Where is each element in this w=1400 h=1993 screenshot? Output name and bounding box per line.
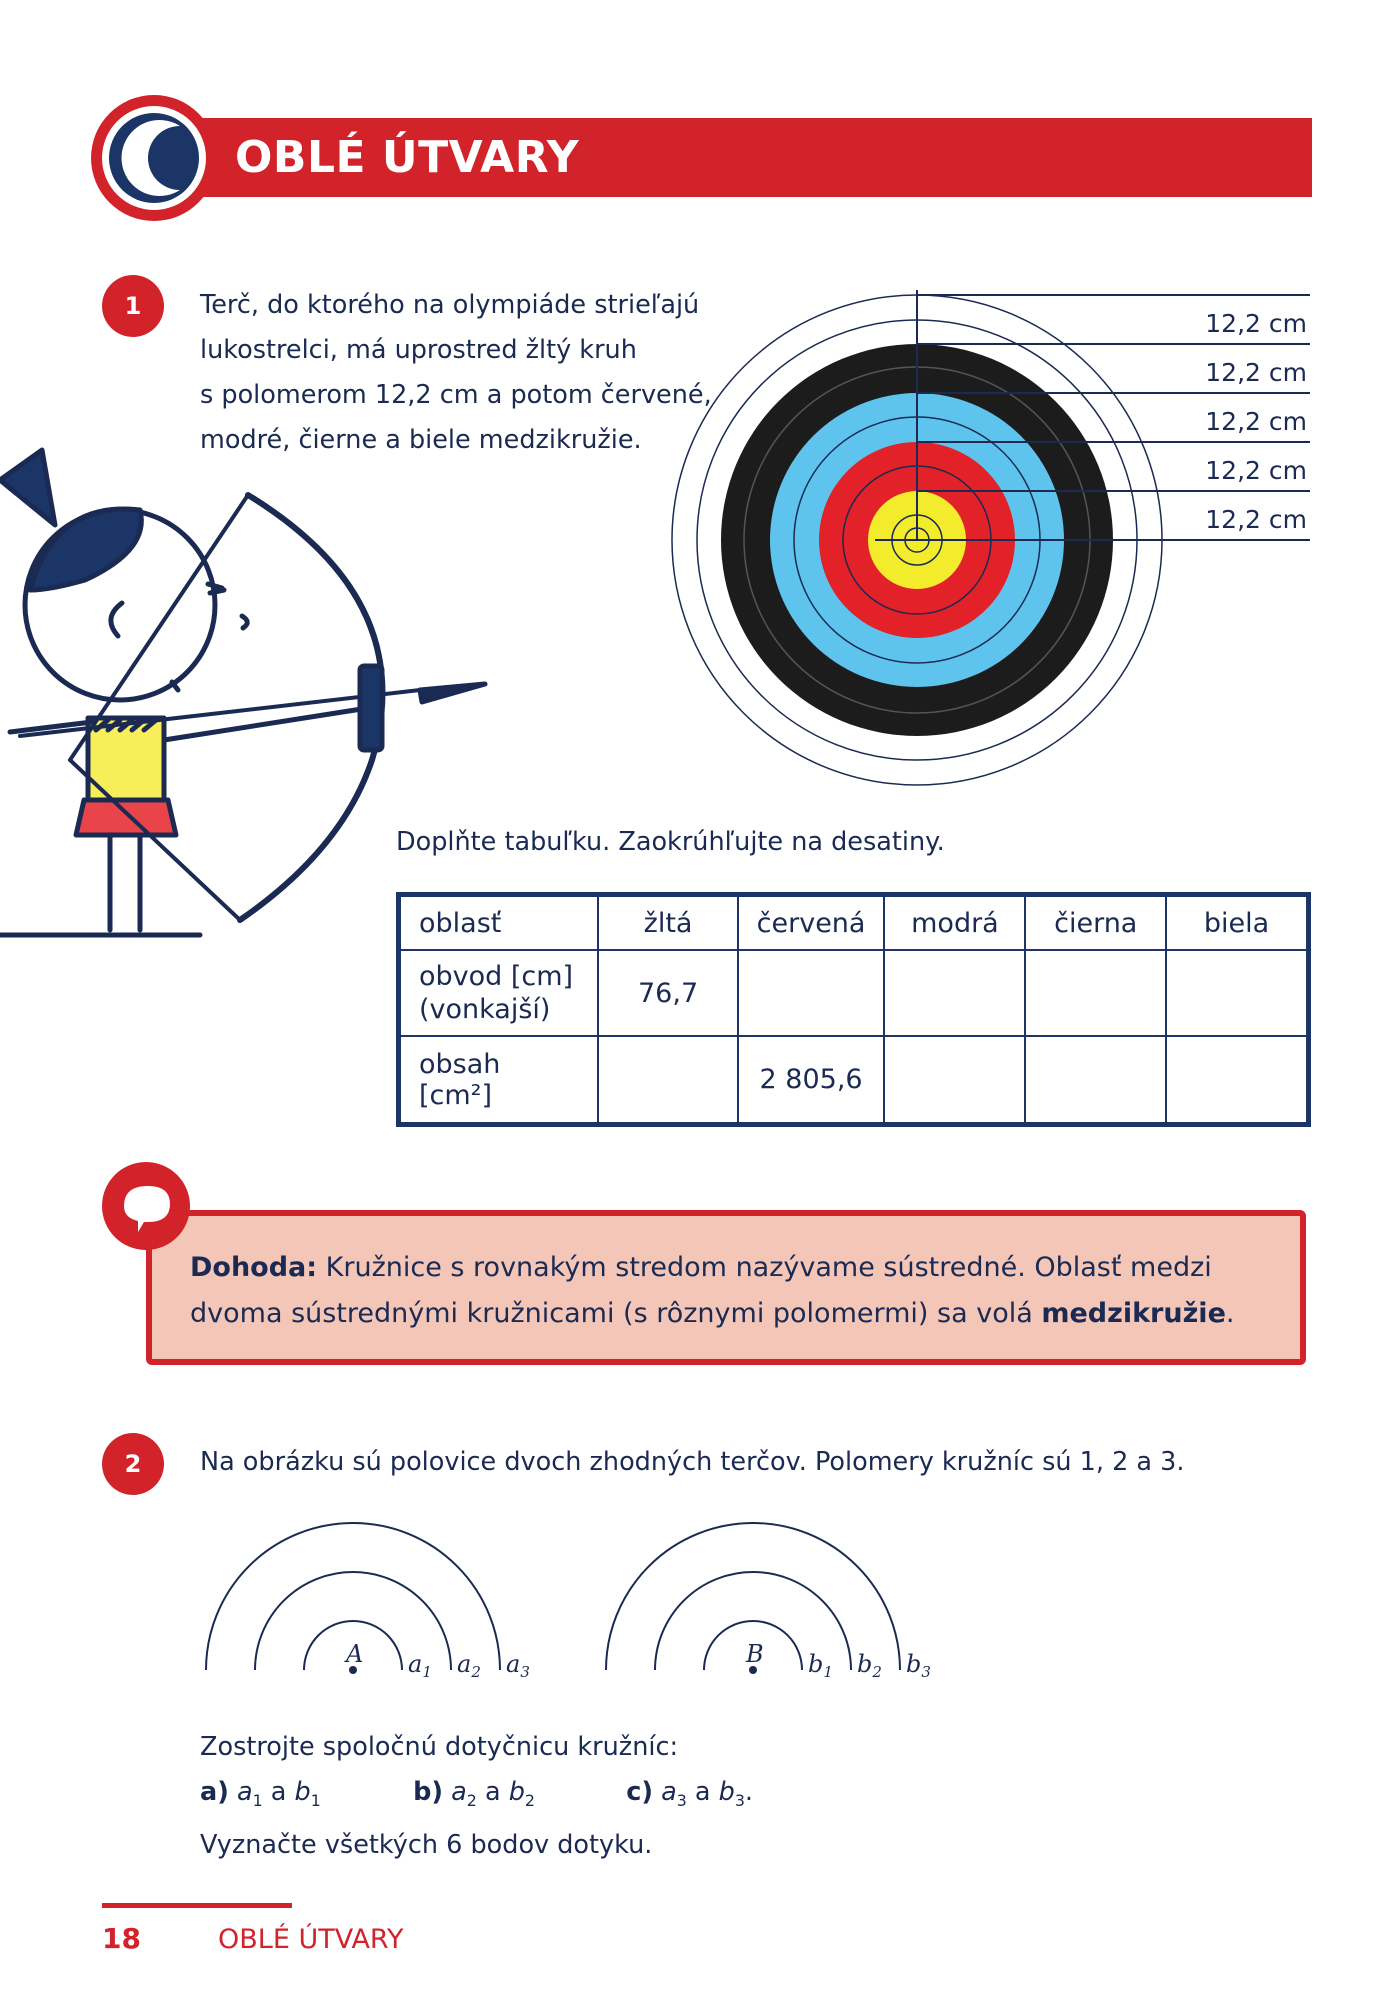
- task2-item: a) $a_1$ a $b_1$: [200, 1777, 321, 1811]
- circle-label: $b_2$: [857, 1650, 882, 1681]
- table-header-cell: oblasť: [399, 895, 599, 951]
- table-header-cell: čierna: [1025, 895, 1166, 951]
- task1-line: s polomerom 12,2 cm a potom červené,: [200, 380, 712, 410]
- radius-label: 12,2 cm: [1205, 358, 1307, 387]
- row-label-line: obvod [cm]: [419, 961, 574, 992]
- radius-label: 12,2 cm: [1205, 505, 1307, 534]
- task2-final: Vyznačte všetkých 6 bodov dotyku.: [200, 1830, 653, 1861]
- table-cell[interactable]: [884, 950, 1025, 1036]
- radius-label: 12,2 cm: [1205, 309, 1307, 338]
- task2-prompt: Zostrojte spoločnú dotyčnicu kružníc:: [200, 1732, 679, 1762]
- half-targets-figure: [180, 1500, 980, 1690]
- task2-items: [200, 1770, 1300, 1823]
- task1-line: lukostrelci, má uprostred žltý kruh: [200, 335, 637, 365]
- row-label-line: (vonkajší): [419, 994, 551, 1025]
- table-cell[interactable]: [1025, 950, 1166, 1036]
- definition-lead: Dohoda:: [190, 1252, 318, 1283]
- task2-instructions: [200, 1725, 1300, 1868]
- center-label-a: A: [346, 1640, 364, 1668]
- task2-item: c) $a_3$ a $b_3$.: [626, 1777, 754, 1811]
- circle-label: $a_3$: [506, 1650, 530, 1681]
- table-cell[interactable]: [1166, 1036, 1308, 1125]
- definition-text-part: dvoma sústrednými kružnicami (s rôznymi polomermi) sa volá: [190, 1298, 1042, 1329]
- speech-bubble-icon: [98, 1160, 194, 1256]
- chapter-title: OBLÉ ÚTVARY: [235, 132, 580, 183]
- chapter-moon-icon: [88, 92, 220, 224]
- table-cell[interactable]: [884, 1036, 1025, 1125]
- task2-item: b) $a_2$ a $b_2$: [413, 1777, 535, 1811]
- definition-text: [190, 1245, 1290, 1337]
- circle-label: $a_1$: [408, 1650, 432, 1681]
- definition-text-part: Kružnice s rovnakým stredom nazývame sústredné. Oblasť medzi: [317, 1252, 1212, 1283]
- table-header-cell: žltá: [598, 895, 737, 951]
- task2-text: Na obrázku sú polovice dvoch zhodných terčov. Polomery kružníc sú 1, 2 a 3.: [200, 1447, 1185, 1477]
- definition-line: [190, 1291, 1290, 1337]
- task1-paragraph: [200, 283, 720, 463]
- table-row: [399, 950, 1309, 1036]
- table-row-label: [399, 950, 599, 1036]
- page-number: 18: [102, 1922, 141, 1955]
- table-cell: 76,7: [598, 950, 737, 1036]
- definition-term: medzikružie: [1041, 1298, 1226, 1329]
- archery-target: [660, 280, 1320, 800]
- definition-line: [190, 1245, 1290, 1291]
- table-cell[interactable]: [1166, 950, 1308, 1036]
- table-cell[interactable]: [598, 1036, 737, 1125]
- table-header-cell: červená: [738, 895, 885, 951]
- radius-label: 12,2 cm: [1205, 407, 1307, 436]
- archer-illustration: [0, 440, 520, 960]
- table-row: [399, 1036, 1309, 1125]
- circle-label: $b_3$: [906, 1650, 931, 1681]
- task1-line: Terč, do ktorého na olympiáde strieľajú: [200, 290, 700, 320]
- definition-text-part: .: [1225, 1298, 1235, 1329]
- table-header-cell: biela: [1166, 895, 1308, 951]
- table-row-label: obsah [cm²]: [399, 1036, 599, 1125]
- table-cell[interactable]: [1025, 1036, 1166, 1125]
- task-number-badge: 1: [102, 275, 164, 337]
- radius-label: 12,2 cm: [1205, 456, 1307, 485]
- table-header-cell: modrá: [884, 895, 1025, 951]
- center-label-b: B: [746, 1640, 764, 1668]
- table-instruction: Doplňte tabuľku. Zaokrúhľujte na desatiny.: [396, 827, 945, 857]
- circle-label: $b_1$: [808, 1650, 833, 1681]
- table-header-row: [399, 895, 1309, 951]
- table-cell: 2 805,6: [738, 1036, 885, 1125]
- circle-label: $a_2$: [457, 1650, 481, 1681]
- table-cell[interactable]: [738, 950, 885, 1036]
- footer-chapter-title: OBLÉ ÚTVARY: [218, 1924, 404, 1955]
- task1-line: modré, čierne a biele medzikružie.: [200, 425, 642, 455]
- task-number-badge: 2: [102, 1433, 164, 1495]
- footer-rule: [102, 1903, 292, 1908]
- area-table: [396, 892, 1311, 1125]
